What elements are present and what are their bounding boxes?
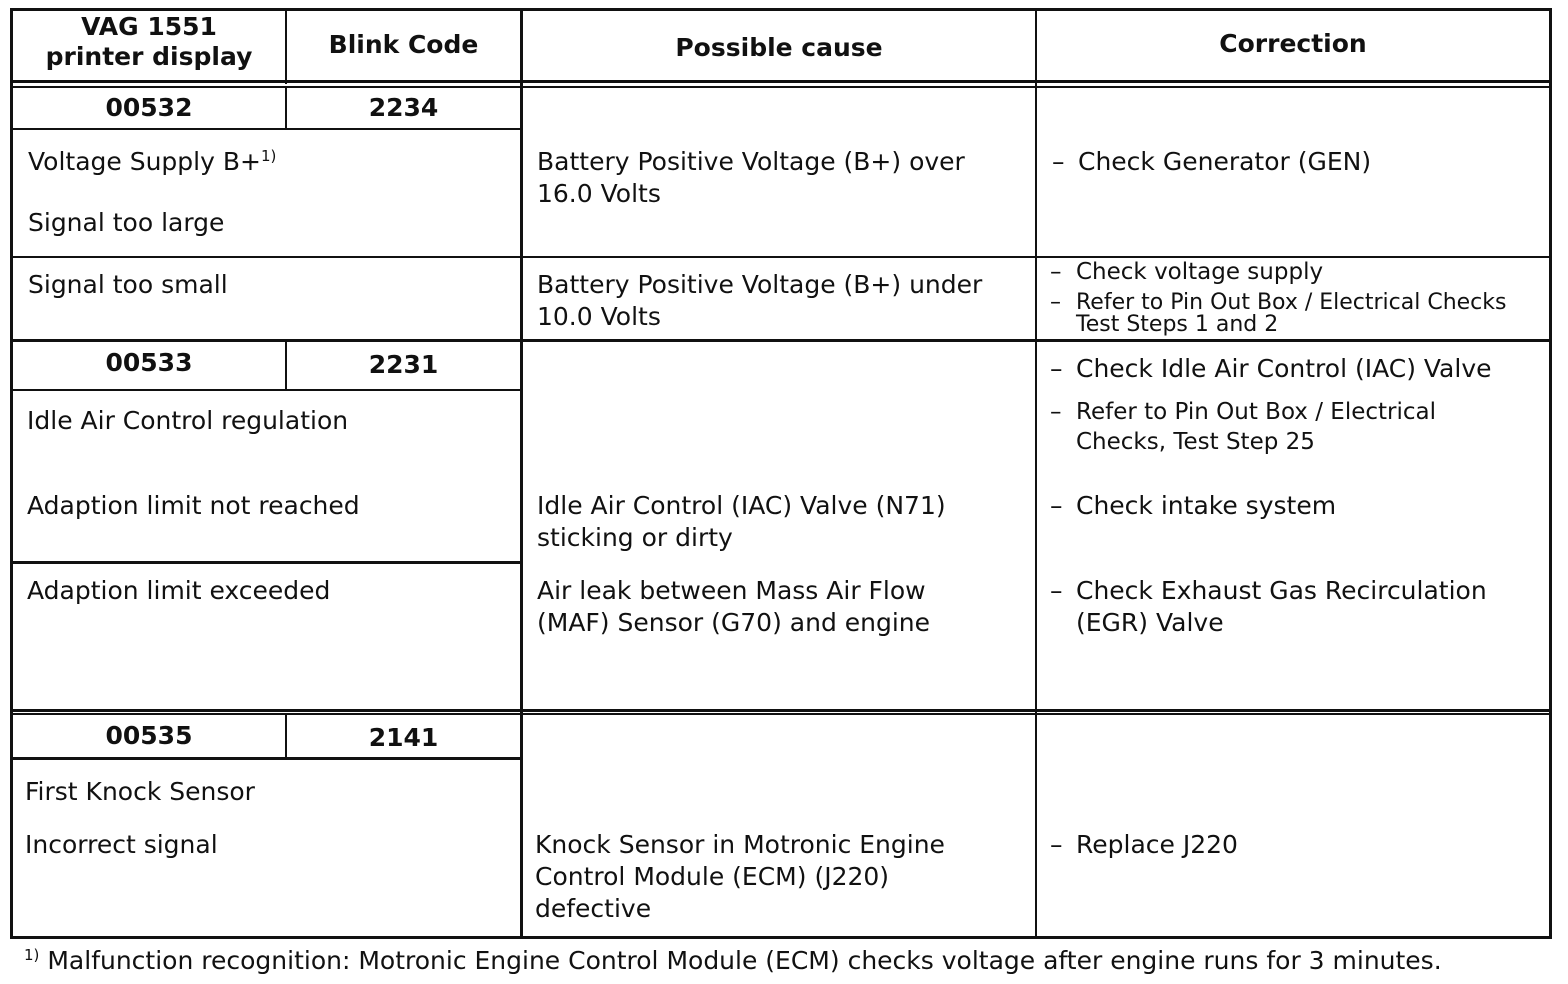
border-bottom [10, 936, 1552, 939]
dash-icon: – [1050, 290, 1061, 315]
g2-correction1 [1050, 353, 1492, 385]
g3-cause1-line2: Control Module (ECM) (J220) [535, 862, 890, 891]
g1-cause2-line2: 10.0 Volts [537, 302, 661, 331]
g2-display-sub1: Adaption limit not reached [27, 491, 360, 520]
g2-correction4 [1050, 575, 1487, 639]
border-right [1549, 8, 1552, 938]
g2-display-sub2: Adaption limit exceeded [27, 576, 331, 605]
g2-correction4-line1: Check Exhaust Gas Recirculation [1076, 576, 1487, 605]
g2-cause1-line2: sticking or dirty [537, 523, 733, 552]
g2-fault-code: 00533 [105, 348, 193, 377]
header-col-possible-cause: Possible cause [675, 33, 883, 62]
g2-code-rule [10, 389, 522, 391]
dash-icon: – [1050, 491, 1063, 520]
g1-footnote-ref: 1) [260, 147, 277, 165]
dash-icon: – [1052, 147, 1065, 176]
g1-correction1 [1052, 146, 1371, 178]
col-divider-2 [520, 8, 523, 938]
g3-display-main: First Knock Sensor [25, 777, 255, 806]
dash-icon: – [1050, 354, 1063, 383]
g1-display-sub1: Signal too large [28, 208, 225, 237]
g1-cause2 [537, 269, 982, 333]
dash-icon: – [1050, 259, 1062, 285]
g1-fault-code: 00532 [105, 93, 193, 122]
g2-sub-rule [10, 561, 522, 564]
footnote-marker: 1) [24, 946, 40, 964]
g1-correction2b-text: Refer to Pin Out Box / Electrical Checks [1076, 290, 1507, 315]
g2-correction4-line2: (EGR) Valve [1076, 608, 1224, 637]
g3-fault-code: 00535 [105, 721, 193, 750]
g1-correction2a-text: Check voltage supply [1076, 259, 1324, 285]
g1-cause1-line1: Battery Positive Voltage (B+) over [537, 147, 965, 176]
border-top [10, 8, 1552, 11]
g3-correction1 [1050, 829, 1238, 861]
g1-bottom-rule [10, 339, 1552, 342]
dash-icon: – [1050, 576, 1063, 605]
header-col-printer-display [13, 12, 285, 80]
g1-display-sub2: Signal too small [28, 270, 228, 299]
g2-correction2 [1050, 397, 1436, 457]
header-rule [10, 80, 1552, 83]
footnote [24, 946, 1442, 976]
col-divider-3 [1035, 8, 1037, 938]
g3-correction1-text: Replace J220 [1076, 830, 1238, 859]
border-left [10, 8, 13, 938]
g1-display-main [28, 146, 276, 178]
g2-bottom-rule [10, 709, 1552, 712]
g2-cause2 [537, 575, 930, 639]
g3-cause1 [535, 829, 945, 925]
g3-blink-code: 2141 [368, 723, 439, 752]
footnote-text: Malfunction recognition: Motronic Engine Control Module (ECM) checks voltage after engine runs for 3 minutes. [47, 946, 1442, 975]
g1-correction2c: Test Steps 1 and 2 [1076, 312, 1279, 337]
g1-cause2-line1: Battery Positive Voltage (B+) under [537, 270, 983, 299]
g2-correction1-text: Check Idle Air Control (IAC) Valve [1076, 354, 1492, 383]
g1-correction2b [1050, 292, 1506, 314]
g1-blink-code: 2234 [368, 93, 439, 122]
g2-correction3 [1050, 490, 1336, 522]
dash-icon: – [1050, 830, 1063, 859]
g2-cause2-line1: Air leak between Mass Air Flow [537, 576, 926, 605]
g2-bottom-rule-2 [10, 713, 1552, 715]
dash-icon: – [1050, 399, 1062, 425]
g3-display-sub1: Incorrect signal [25, 830, 218, 859]
header-col-blink-code: Blink Code [328, 30, 479, 59]
g1-cause1 [537, 146, 965, 210]
g2-cause1-line1: Idle Air Control (IAC) Valve (N71) [537, 491, 946, 520]
g2-blink-code: 2231 [368, 350, 439, 379]
g3-cause1-line1: Knock Sensor in Motronic Engine [535, 830, 945, 859]
g2-cause1 [537, 490, 946, 554]
g1-correction1-text: Check Generator (GEN) [1078, 147, 1372, 176]
g1-display-main-text: Voltage Supply B+ [28, 147, 261, 176]
g1-code-rule [10, 128, 522, 130]
g2-correction2-line1: Refer to Pin Out Box / Electrical [1076, 399, 1437, 425]
header-col1-line2: printer display [45, 42, 253, 71]
g1-cause1-line2: 16.0 Volts [537, 179, 661, 208]
g3-cause1-line3: defective [535, 894, 652, 923]
g2-cause2-line2: (MAF) Sensor (G70) and engine [537, 608, 931, 637]
header-col1-line1: VAG 1551 [81, 12, 217, 41]
g2-correction2-line2: Checks, Test Step 25 [1076, 429, 1315, 455]
header-col-correction: Correction [1219, 29, 1367, 58]
g2-correction3-text: Check intake system [1076, 491, 1337, 520]
g1-correction2a [1050, 257, 1323, 287]
g2-display-main: Idle Air Control regulation [27, 406, 349, 435]
